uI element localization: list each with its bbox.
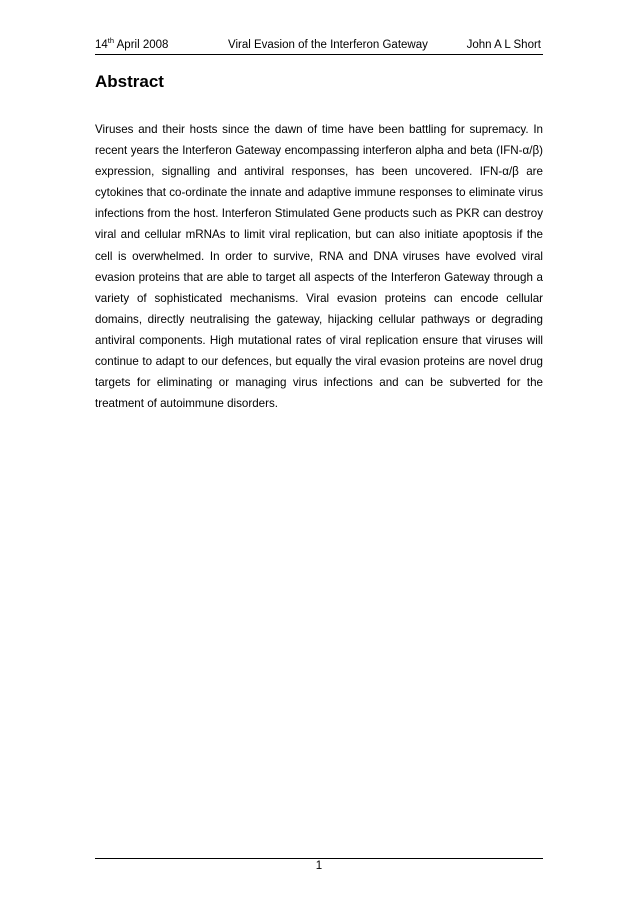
header-title: Viral Evasion of the Interferon Gateway: [228, 39, 428, 51]
header-date: [95, 36, 168, 54]
page-header: [95, 36, 543, 55]
header-date-rest: April 2008: [114, 39, 169, 51]
footer-rule: [95, 858, 543, 859]
header-author: John A L Short: [466, 39, 541, 51]
header-date-suffix: th: [107, 36, 115, 46]
abstract-paragraph: Viruses and their hosts since the dawn of time have been battling for supremacy. In recent years the Interferon Gateway encompassing interferon alpha and beta (IFN-α/β) expression, signalling and antiviral responses, has been uncovered. IFN-α/β are cytokines that co-ordinate the innate and adaptive immune responses to eliminate virus infections from the host. Interferon Stimulated Gene products such as PKR can destroy viral and cellular mRNAs to limit viral replication, but can also initiate apoptosis if the cell is overwhelmed. In order to survive, RNA and DNA viruses have evolved viral evasion proteins that are able to target all aspects of the Interferon Gateway through a variety of sophisticated mechanisms. Viral evasion proteins can encode cellular domains, directly neutralising the gateway, hijacking cellular pathways or degrading antiviral components. High mutational rates of viral replication ensure that viruses will continue to adapt to our defences, but equally the viral evasion proteins are novel drug targets for eliminating or managing virus infections and can be subverted for the treatment of autoimmune disorders.: [95, 123, 543, 411]
page-number: 1: [315, 860, 323, 872]
section-heading: Abstract: [95, 72, 164, 91]
header-date-day: 14: [95, 39, 108, 51]
